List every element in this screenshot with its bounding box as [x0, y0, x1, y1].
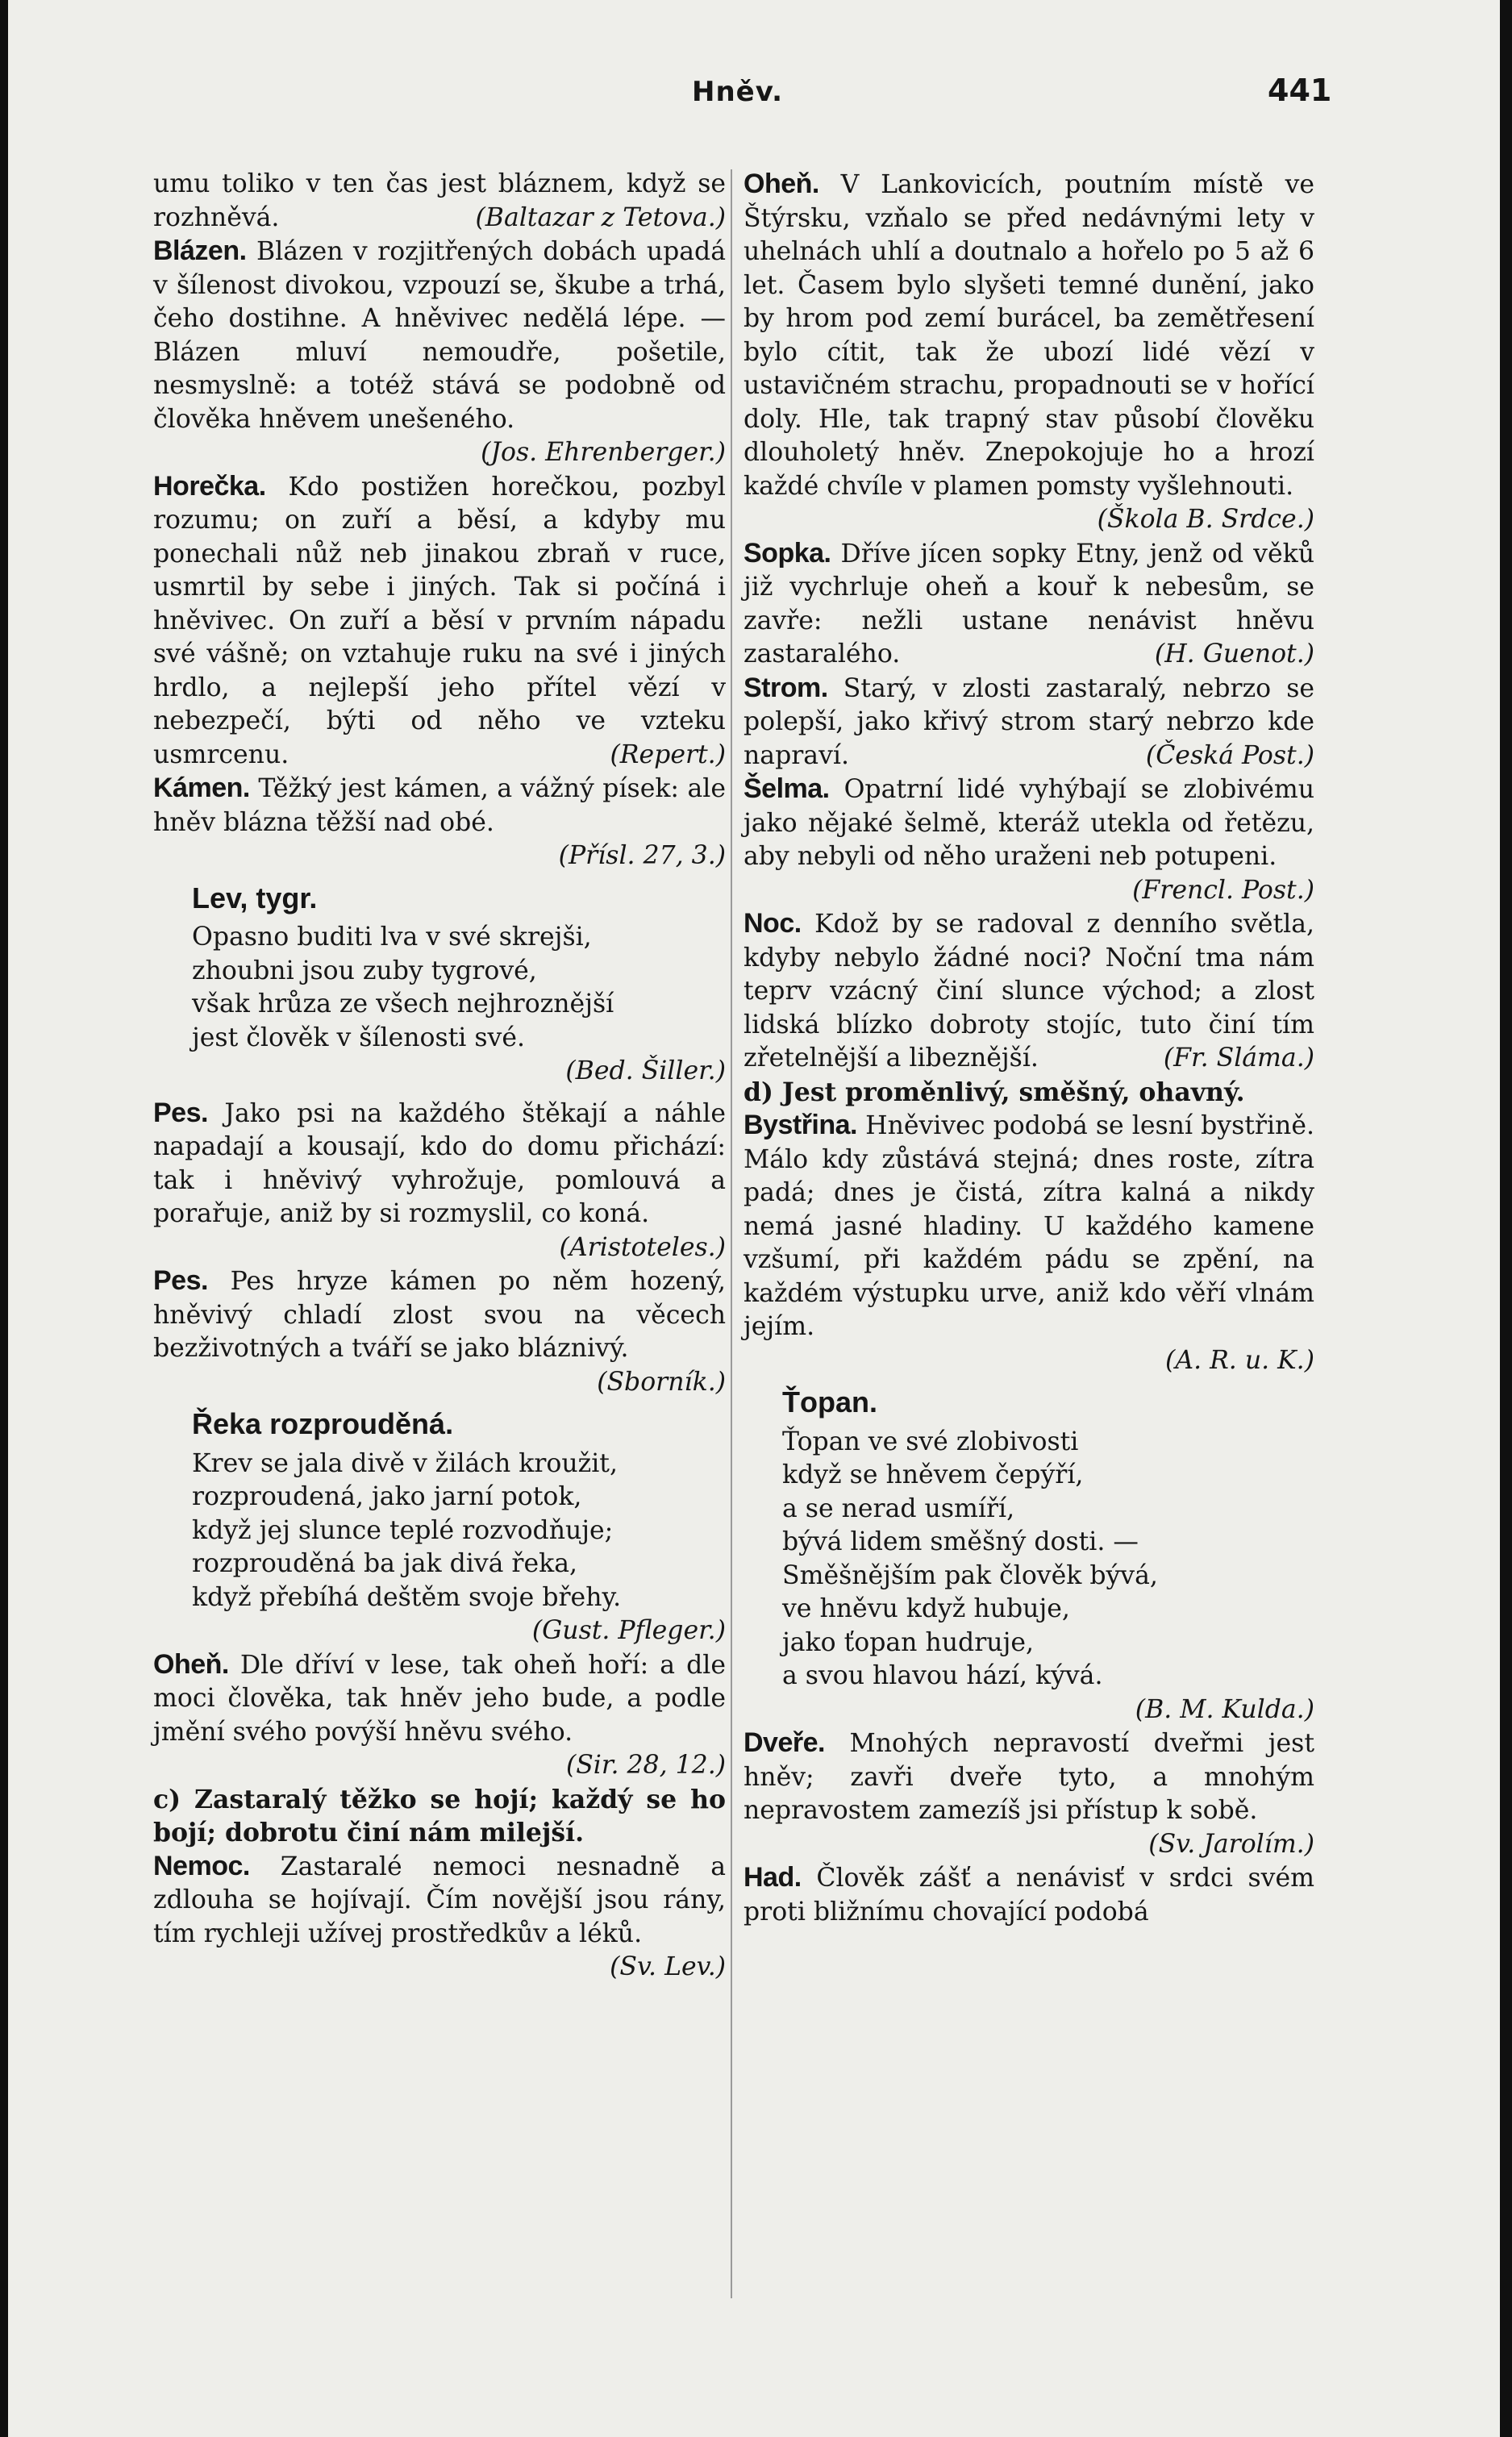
- source-citation: (Jos. Ehrenberger.): [481, 438, 726, 467]
- verse-line: rozprouděná ba jak divá řeka,: [192, 1549, 577, 1578]
- entry-bystrina: Bystřina. Hněvivec podobá se lesní bystřině. Málo kdy zůstává stejná; dnes roste, zítra padá; dnes je čistá, zítra kalná a nikdy nemá jasné hladiny. U každého kamene vzšumí, při každém pádu se zpění, na každém výstupku urve, aniž kdo věří vlnám jejím. (A. R. u. K.): [744, 1109, 1314, 1377]
- section-heading-d: d) Jest proměnlivý, směšný, ohavný.: [744, 1077, 1245, 1107]
- source-citation: (Repert.): [610, 739, 726, 769]
- right-column: [744, 168, 1314, 1929]
- source-citation: (Frencl. Post.): [1132, 875, 1314, 905]
- source-citation: (Přísl. 27, 3.): [558, 841, 726, 870]
- source-citation: (Sv. Lev.): [610, 1952, 726, 1981]
- section-heading-c: c) Zastaralý těžko se hojí; každý se ho bojí; dobrotu činí nám milejší.: [153, 1784, 726, 1848]
- source-citation: (A. R. u. K.): [1165, 1345, 1314, 1375]
- verse-lev: [153, 921, 726, 1089]
- headword: Horečka.: [153, 470, 266, 502]
- verse-line: ve hněvu když hubuje,: [782, 1594, 1070, 1623]
- verse-line: zhoubni jsou zuby tygrové,: [192, 956, 537, 985]
- verse-line: a svou hlavou hází, kývá.: [782, 1661, 1103, 1690]
- headword: Oheň.: [744, 169, 819, 199]
- headword: Kámen.: [153, 773, 250, 803]
- entry-ohen-2: Oheň. V Lankovicích, poutním místě ve Štýrsku, vzňalo se před nedávnými lety v uhelnách uhlí a doutnalo a hořelo po 5 až 6 let. Časem bylo slyšeti temné dunění, jako by hrom pod zemí burácel, ba zemětřesení bylo cítit, tak že ubozí lidé vězí v ustavičném strachu, propadnouti se v hořící doly. Hle, tak trapný stav působí člověku dlouholetý hněv. Znepokojuje ho a hrozí každé chvíle v plamen pomsty vyšlehnouti. (Škola B. Srdce.): [744, 168, 1314, 537]
- headword: Dveře.: [744, 1727, 825, 1758]
- source-citation: (Česká Post.): [1145, 740, 1314, 770]
- book-page: [8, 0, 1500, 2437]
- left-column: [153, 168, 726, 1985]
- headword: Strom.: [744, 672, 828, 703]
- source-citation: (Sir. 28, 12.): [565, 1751, 726, 1780]
- verse-line: Směšnějším pak člověk bývá,: [782, 1560, 1158, 1590]
- verse-line: bývá lidem směšný dosti. —: [782, 1527, 1139, 1556]
- headword: Noc.: [744, 908, 802, 939]
- source-citation: (Gust. Pfleger.): [531, 1616, 726, 1645]
- verse-line: rozproudená, jako jarní potok,: [192, 1482, 582, 1511]
- entry-ohen-1: Oheň. Dle dříví v lese, tak oheň hoří: a dle moci člověka, tak hněv jeho bude, a podle jmění svého povýší hněvu svého. (Sir. 28, 12.): [153, 1648, 726, 1750]
- headword: Pes.: [153, 1265, 208, 1296]
- page-number: 441: [1268, 73, 1332, 108]
- verse-line: a se nerad usmíří,: [782, 1493, 1015, 1523]
- entry-pes-2: Pes. Pes hryze kámen po něm hozený, hněvivý chladí zlost svou na věcech bezživotných a tváří se jako bláznivý. (Sborník.): [153, 1264, 726, 1366]
- entry-horecka: Horečka. Kdo postižen horečkou, pozbyl rozumu; on zuří a běsí, a kdyby mu ponechali nůž neb jinakou zbraň v ruce, usmrtil by sebe i jiných. Tak si počíná i hněvivec. On zuří a běsí v prvním nápadu své vášně; on vztahuje ruku na své i jiných hrdlo, a nejlepší jeho přítel vězí v nebezpečí, býti od něho ve vzteku usmrcenu. (Repert.): [153, 470, 726, 773]
- verse-line: když se hněvem čepýří,: [782, 1460, 1084, 1489]
- headword: Sopka.: [744, 537, 831, 569]
- verse-line: Opasno buditi lva v své skrejši,: [192, 923, 592, 952]
- source-citation: (Aristoteles.): [559, 1232, 726, 1262]
- entry-selma: Šelma. Opatrní lidé vyhýbají se zlobivému jako nějaké šelmě, kteráž utekla od řetězu, aby nebyli od něho uraženi neb potupeni. (Frencl. Post.): [744, 773, 1314, 874]
- source-citation: (Bed. Šiller.): [565, 1056, 726, 1085]
- entry-sopka: Sopka. Dříve jícen sopky Etny, jenž od věků již vychrluje oheň a kouř k nebesům, se zavře: nežli ustane nenávist hněvu zastaralého. (H. Guenot.): [744, 537, 1314, 672]
- entry-nemoc: Nemoc. Zastaralé nemoci nesnadně a zdlouha se hojívají. Čím novější jsou rány, tím rychleji užívej prostředkův a léků. (Sv. Lev.): [153, 1850, 726, 1952]
- headword: Oheň.: [153, 1648, 229, 1680]
- verse-line: když jej slunce teplé rozvodňuje;: [192, 1515, 614, 1545]
- verse-line: však hrůza ze všech nejhroznější: [192, 989, 614, 1019]
- entry-blazen: Blázen. Blázen v rozjitřených dobách upadá v šílenost divokou, vzpouzí se, škube a trhá, čeho dostihne. A hněvivec nedělá lépe. — Blázen mluví nemoudře, pošetile, nesmyslně: a totéž stává se podobně od člověka hněvem unešeného. (Jos. Ehrenberger.): [153, 235, 726, 470]
- verse-line: Ťopan ve své zlobivosti: [782, 1427, 1079, 1456]
- entry-noc: Noc. Kdož by se radoval z denního světla, kdyby nebylo žádné noci? Noční tma nám teprv vzácný činí slunce východ; a zlost lidská blízko dobroty stojíc, tuto činí tím zřetelnější a libeznější. (Fr. Sláma.): [744, 907, 1314, 1076]
- source-citation: (Sv. Jarolím.): [1148, 1829, 1314, 1859]
- verse-heading: Řeka rozprouděná.: [192, 1407, 454, 1440]
- source-citation: (Baltazar z Tetova.): [475, 202, 726, 232]
- entry-had: Had. Člověk zášť a nenávisť v srdci svém proti bližnímu chovající podobá: [744, 1862, 1314, 1927]
- source-citation: (Fr. Sláma.): [1163, 1044, 1314, 1073]
- verse-reka: [153, 1448, 726, 1648]
- headword: Bystřina.: [744, 1110, 857, 1140]
- verse-line: Krev se jala divě v žilách kroužit,: [192, 1448, 618, 1478]
- source-citation: (H. Guenot.): [1154, 639, 1314, 669]
- column-divider: [731, 169, 732, 2298]
- verse-heading: Ťopan.: [782, 1385, 877, 1418]
- headword: Šelma.: [744, 773, 830, 804]
- headword: Blázen.: [153, 235, 247, 266]
- entry-continuation: umu toliko v ten čas jest bláznem, když se rozhněvá. (Baltazar z Tetova.): [153, 168, 726, 235]
- verse-line: jest člověk v šílenosti své.: [192, 1023, 526, 1052]
- running-header-title: Hněv.: [692, 76, 784, 108]
- verse-topan: [744, 1426, 1314, 1727]
- verse-heading: Lev, tygr.: [192, 881, 318, 914]
- entry-dvere: Dveře. Mnohých nepravostí dveřmi jest hněv; zavři dveře tyto, a mnohým nepravostem zamezíš jsi přístup k sobě. (Sv. Jarolím.): [744, 1727, 1314, 1861]
- source-citation: (Sborník.): [597, 1367, 726, 1397]
- entry-pes-1: Pes. Jako psi na každého štěkají a náhle napadají a kousají, kdo do domu přichází: tak i hněvivý vyhrožuje, pomlouvá a porařuje, aniž by si rozmyslil, co koná. (Aristoteles.): [153, 1097, 726, 1231]
- entry-strom: Strom. Starý, v zlosti zastaralý, nebrzo se polepší, jako křivý strom starý nebrzo kde napraví. (Česká Post.): [744, 672, 1314, 773]
- source-citation: (B. M. Kulda.): [1135, 1694, 1314, 1724]
- verse-line: jako ťopan hudruje,: [782, 1627, 1034, 1657]
- entry-kamen: Kámen. Těžký jest kámen, a vážný písek: ale hněv blázna těžší nad obé. (Přísl. 27, 3.): [153, 772, 726, 873]
- headword: Had.: [744, 1862, 802, 1893]
- headword: Pes.: [153, 1097, 208, 1128]
- source-citation: (Škola B. Srdce.): [1097, 505, 1314, 534]
- verse-line: když přebíhá deštěm svoje břehy.: [192, 1582, 622, 1612]
- headword: Nemoc.: [153, 1850, 250, 1881]
